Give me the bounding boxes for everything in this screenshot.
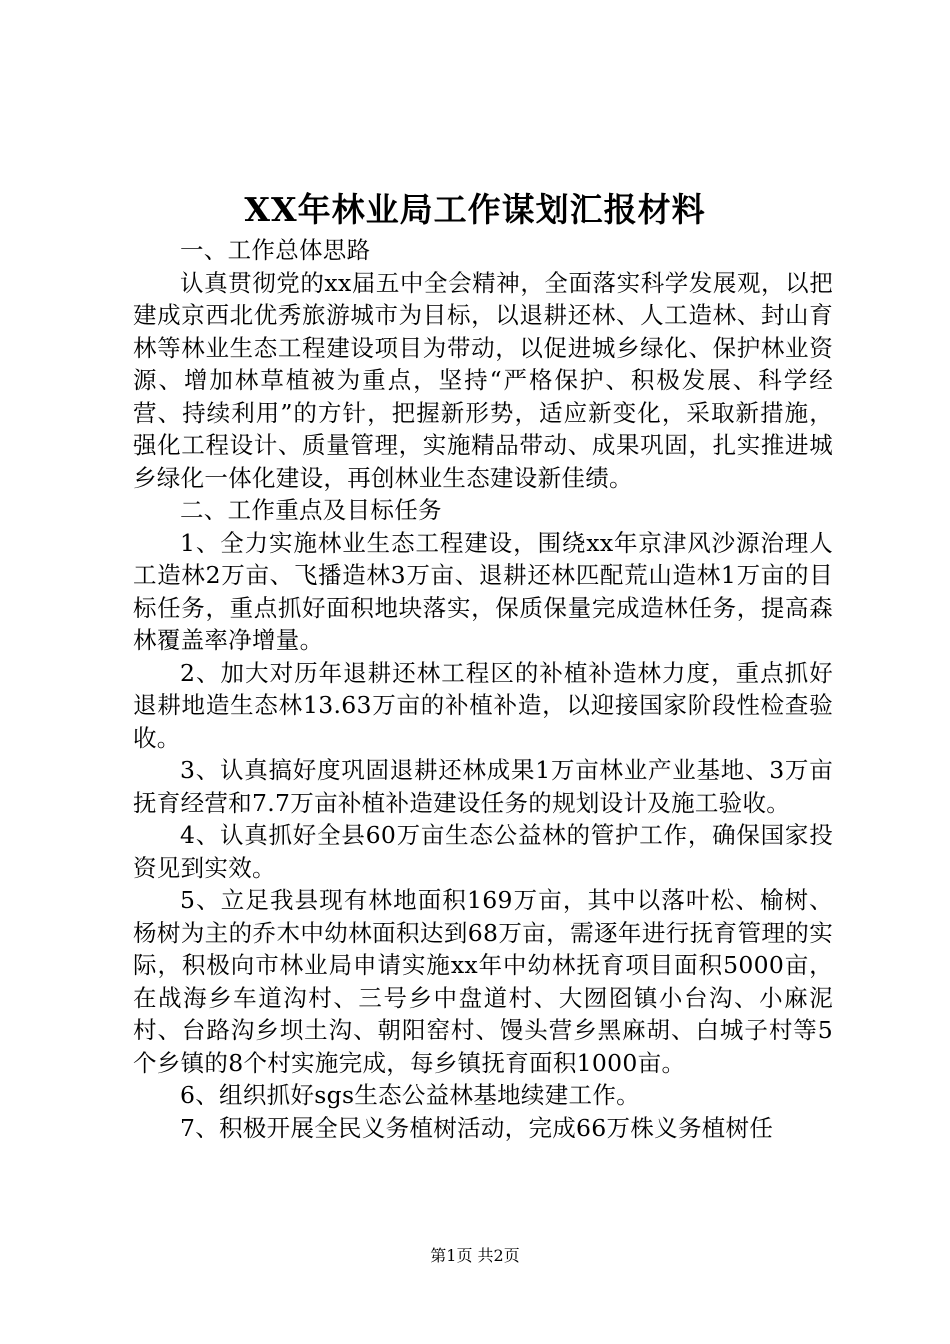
section-heading: 二、工作重点及目标任务 [180, 496, 442, 524]
list-item: 6、组织抓好sgs生态公益林基地续建工作。 [180, 1081, 640, 1109]
list-item: 3、认真搞好度巩固退耕还林成果1万亩林业产业基地、3万亩抚育经营和7.7万亩补植补造建设任务的规划设计及施工验收。 [133, 756, 833, 817]
document-body [133, 234, 833, 1144]
section-heading: 一、工作总体思路 [180, 236, 371, 264]
list-item: 7、积极开展全民义务植树活动，完成66万株义务植树任 [180, 1113, 774, 1142]
list-item: 4、认真抓好全县60万亩生态公益林的管护工作，确保国家投资见到实效。 [133, 821, 833, 882]
list-item: 1、全力实施林业生态工程建设，围绕xx年京津风沙源治理人工造林2万亩、飞播造林3万亩、退耕还林匹配荒山造林1万亩的目标任务，重点抓好面积地块落实，保质保量完成造林任务，提高森林覆盖率净增量。 [133, 528, 833, 654]
list-item: 5、立足我县现有林地面积169万亩，其中以落叶松、榆树、杨树为主的乔木中幼林面积达到68万亩，需逐年进行抚育管理的实际，积极向市林业局申请实施xx年中幼林抚育项目面积5000亩，在战海乡车道沟村、三号乡中盘道村、大囫囵镇小台沟、小麻泥村、台路沟乡坝土沟、朝阳窑村、馒头营乡黑麻胡、白城子村等5个乡镇的8个村实施完成，每乡镇抚育面积1000亩。 [133, 886, 833, 1077]
page-number-footer: 第1页 共2页 [430, 1246, 520, 1265]
list-item: 2、加大对历年退耕还林工程区的补植补造林力度，重点抓好退耕地造生态林13.63万亩的补植补造，以迎接国家阶段性检查验收。 [133, 658, 833, 752]
paragraph: 认真贯彻党的xx届五中全会精神，全面落实科学发展观，以把建成京西北优秀旅游城市为目标，以退耕还林、人工造林、封山育林等林业生态工程建设项目为带动，以促进城乡绿化、保护林业资源、增加林草植被为重点，坚持“严格保护、积极发展、科学经营、持续利用”的方针，把握新形势，适应新变化，采取新措施，强化工程设计、质量管理，实施精品带动、成果巩固，扎实推进城乡绿化一体化建设，再创林业生态建设新佳绩。 [133, 268, 833, 492]
document-title: XX年林业局工作谋划汇报材料 [244, 190, 706, 229]
